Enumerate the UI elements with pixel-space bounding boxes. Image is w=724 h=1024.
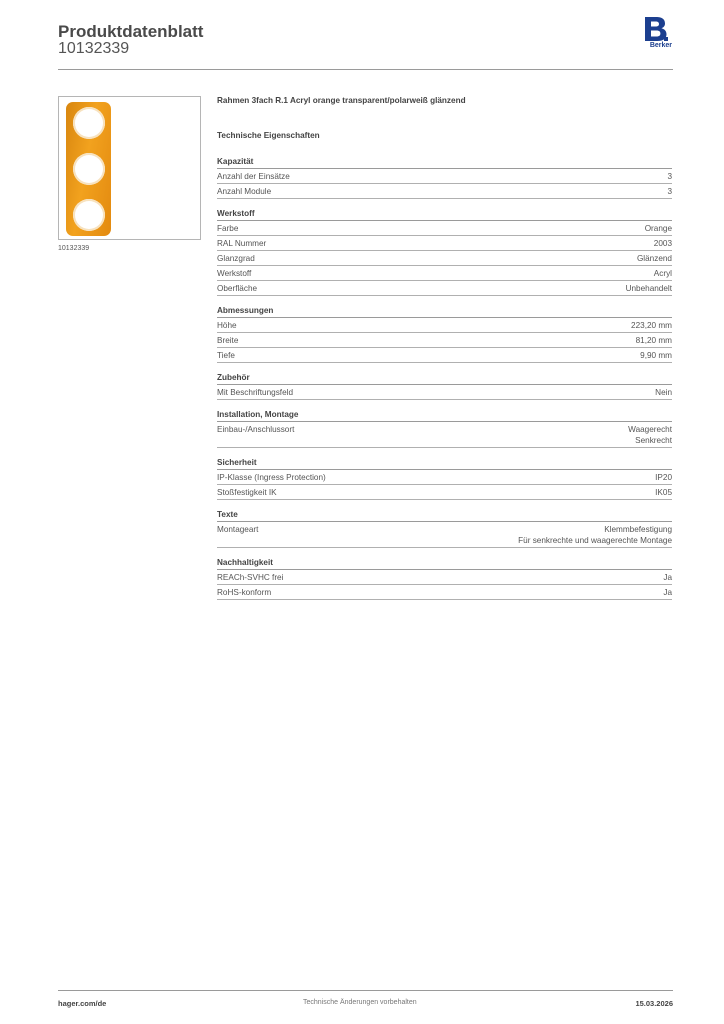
section-title: Sicherheit [217, 458, 672, 470]
property-row [217, 348, 672, 363]
property-value: Orange [644, 224, 672, 233]
property-label: Oberfläche [217, 284, 258, 293]
property-values [628, 424, 672, 446]
property-values [667, 171, 672, 182]
property-values [655, 487, 672, 498]
property-section [217, 458, 672, 500]
property-row [217, 485, 672, 500]
property-value: Senkrecht [635, 436, 672, 445]
property-section [217, 510, 672, 548]
property-values [645, 223, 672, 234]
property-row [217, 470, 672, 485]
product-image [58, 96, 201, 240]
frame-opening-2 [73, 153, 105, 185]
property-row [217, 570, 672, 585]
property-section [217, 306, 672, 363]
property-label: Werkstoff [217, 269, 252, 278]
property-row [217, 236, 672, 251]
property-values [636, 335, 672, 346]
document-title: Produktdatenblatt [58, 22, 204, 41]
footer-notice: Technische Änderungen vorbehalten [303, 999, 417, 1006]
property-value: 2003 [653, 239, 672, 248]
properties-panel [217, 96, 672, 610]
property-values [637, 253, 672, 264]
property-row [217, 184, 672, 199]
logo-text: Berker [649, 42, 672, 49]
section-title: Abmessungen [217, 306, 672, 318]
berker-logo [639, 16, 673, 52]
property-values [654, 238, 672, 249]
section-title: Kapazität [217, 157, 672, 169]
technical-properties-heading: Technische Eigenschaften [217, 131, 320, 140]
property-section [217, 157, 672, 199]
property-values [663, 587, 672, 598]
property-label: IP-Klasse (Ingress Protection) [217, 473, 326, 482]
product-name: Rahmen 3fach R.1 Acryl orange transparent/polarweiß glänzend [217, 96, 466, 105]
property-value: Klemmbefestigung [604, 525, 672, 534]
property-row [217, 422, 672, 448]
frame-opening-3 [73, 199, 105, 231]
property-label: Anzahl Module [217, 187, 272, 196]
property-value: Nein [655, 388, 672, 397]
property-label: Glanzgrad [217, 254, 255, 263]
property-section [217, 410, 672, 448]
property-label: Farbe [217, 224, 239, 233]
property-sections [217, 157, 672, 600]
property-row [217, 221, 672, 236]
property-values [626, 283, 672, 294]
property-value: 81,20 mm [635, 336, 672, 345]
footer-website: hager.com/de [58, 999, 107, 1008]
property-value: 9,90 mm [640, 351, 672, 360]
property-label: Einbau-/Anschlussort [217, 425, 295, 434]
property-row [217, 585, 672, 600]
property-values [655, 472, 672, 483]
property-value: Ja [663, 573, 672, 582]
property-label: Mit Beschriftungsfeld [217, 388, 293, 397]
property-value: Für senkrechte und waagerechte Montage [518, 536, 672, 545]
property-row [217, 333, 672, 348]
property-row [217, 385, 672, 400]
property-value: Waagerecht [628, 425, 672, 434]
property-value: Glänzend [636, 254, 672, 263]
frame-3fach-image [66, 102, 111, 236]
property-value: Acryl [653, 269, 672, 278]
property-value: Ja [663, 588, 672, 597]
property-value: 3 [667, 187, 672, 196]
property-value: 3 [667, 172, 672, 181]
property-label: Höhe [217, 321, 237, 330]
property-values [654, 268, 672, 279]
property-values [655, 387, 672, 398]
document-number: 10132339 [58, 40, 130, 57]
footer-date: 15.03.2026 [635, 999, 673, 1008]
property-values [640, 350, 672, 361]
property-row [217, 266, 672, 281]
property-label: REACh-SVHC frei [217, 573, 284, 582]
property-value: Unbehandelt [625, 284, 672, 293]
section-title: Nachhaltigkeit [217, 558, 672, 570]
property-label: RoHS-konform [217, 588, 272, 597]
property-label: Tiefe [217, 351, 235, 360]
property-section [217, 373, 672, 400]
property-section [217, 558, 672, 600]
section-title: Installation, Montage [217, 410, 672, 422]
property-label: Breite [217, 336, 239, 345]
property-value: 223,20 mm [631, 321, 672, 330]
property-values [667, 186, 672, 197]
property-label: Anzahl der Einsätze [217, 172, 290, 181]
property-value: IK05 [655, 488, 672, 497]
property-label: Montageart [217, 525, 259, 534]
property-row [217, 251, 672, 266]
frame-opening-1 [73, 107, 105, 139]
page-footer [58, 990, 673, 1014]
section-title: Texte [217, 510, 672, 522]
property-row [217, 281, 672, 296]
property-section [217, 209, 672, 296]
property-values [663, 572, 672, 583]
property-row [217, 318, 672, 333]
section-title: Werkstoff [217, 209, 672, 221]
property-values [518, 524, 672, 546]
property-row [217, 522, 672, 548]
property-label: Stoßfestigkeit IK [217, 488, 277, 497]
section-title: Zubehör [217, 373, 672, 385]
product-image-caption: 10132339 [58, 245, 90, 252]
property-label: RAL Nummer [217, 239, 267, 248]
page-header [58, 20, 673, 70]
berker-b-icon [643, 16, 669, 42]
property-row [217, 169, 672, 184]
property-values [631, 320, 672, 331]
property-value: IP20 [655, 473, 672, 482]
